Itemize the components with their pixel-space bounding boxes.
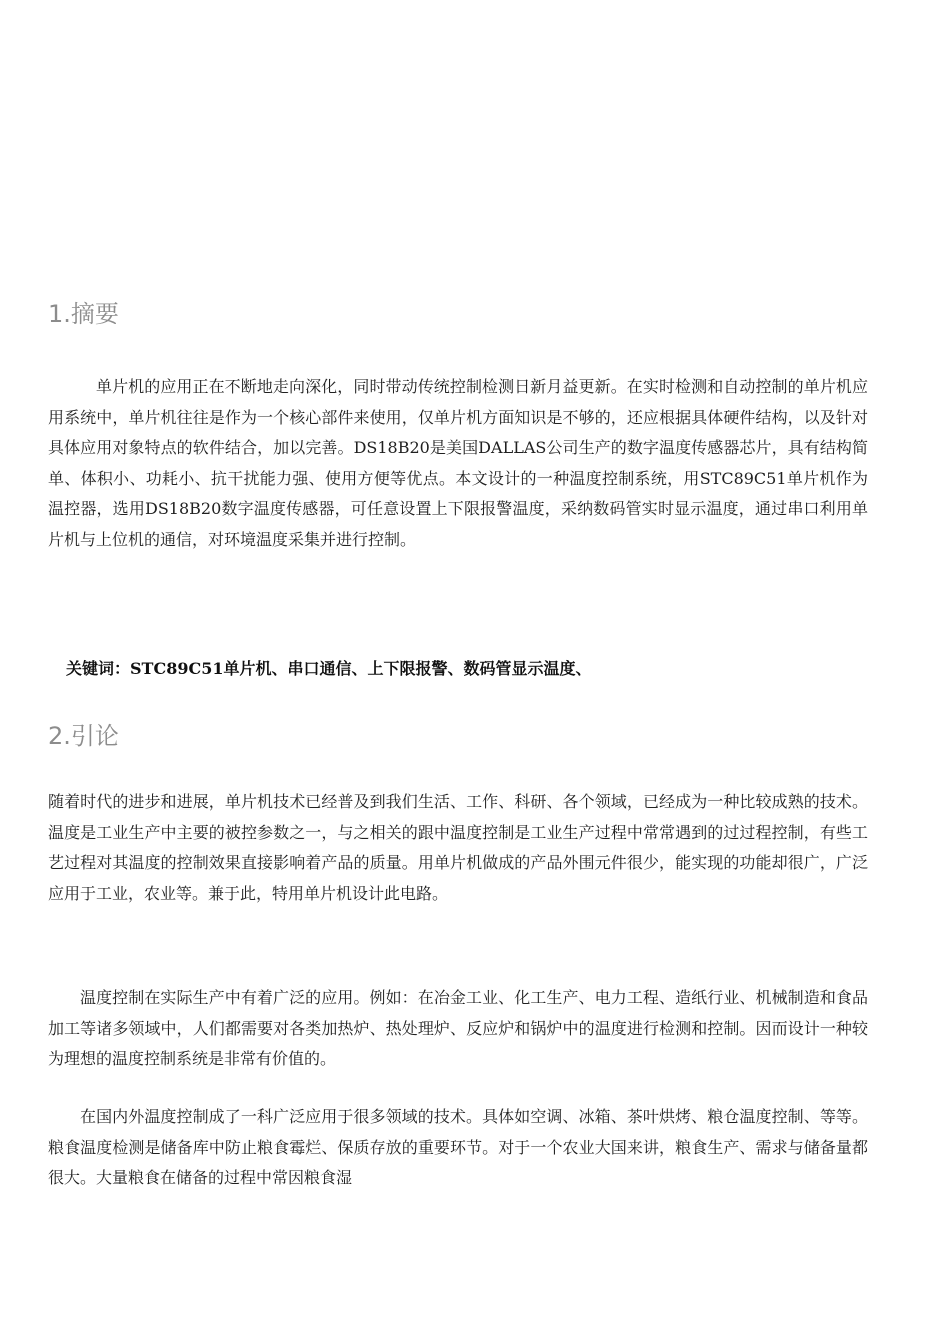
abstract-heading: 1.摘要 xyxy=(48,300,119,328)
introduction-paragraph-3: 在国内外温度控制成了一科广泛应用于很多领域的技术。具体如空调、冰箱、茶叶烘烤、粮仓温度控制、等等。粮食温度检测是储备库中防止粮食霉烂、保质存放的重要环节。对于一个农业大国来讲，粮食生产、需求与储备量都很大。大量粮食在储备的过程中常因粮食湿 xyxy=(48,1107,868,1187)
introduction-paragraph-1: 随着时代的进步和进展，单片机技术已经普及到我们生活、工作、科研、各个领域，已经成为一种比较成熟的技术。温度是工业生产中主要的被控参数之一，与之相关的跟中温度控制是工业生产过程中常常遇到的过过程控制，有些工艺过程对其温度的控制效果直接影响着产品的质量。用单片机做成的产品外围元件很少，能实现的功能却很广，广泛应用于工业，农业等。兼于此，特用单片机设计此电路。 xyxy=(48,792,868,903)
introduction-heading: 2.引论 xyxy=(48,722,119,750)
introduction-paragraph-2: 温度控制在实际生产中有着广泛的应用。例如：在冶金工业、化工生产、电力工程、造纸行业、机械制造和食品加工等诸多领域中，人们都需要对各类加热炉、热处理炉、反应炉和锅炉中的温度进行检测和控制。因而设计一种较为理想的温度控制系统是非常有价值的。 xyxy=(48,988,868,1068)
keywords-line: 关键词：STC89C51单片机、串口通信、上下限报警、数码管显示温度、 xyxy=(66,659,592,678)
abstract-paragraph: 单片机的应用正在不断地走向深化，同时带动传统控制检测日新月益更新。在实时检测和自动控制的单片机应用系统中，单片机往往是作为一个核心部件来使用，仅单片机方面知识是不够的，还应根据具体硬件结构，以及针对具体应用对象特点的软件结合，加以完善。DS18B20是美国DALLAS公司生产的数字温度传感器芯片，具有结构简单、体积小、功耗小、抗干扰能力强、使用方便等优点。本文设计的一种温度控制系统，用STC89C51单片机作为温控器，选用DS18B20数字温度传感器，可任意设置上下限报警温度，采纳数码管实时显示温度，通过串口利用单片机与上位机的通信，对环境温度采集并进行控制。 xyxy=(48,377,868,549)
